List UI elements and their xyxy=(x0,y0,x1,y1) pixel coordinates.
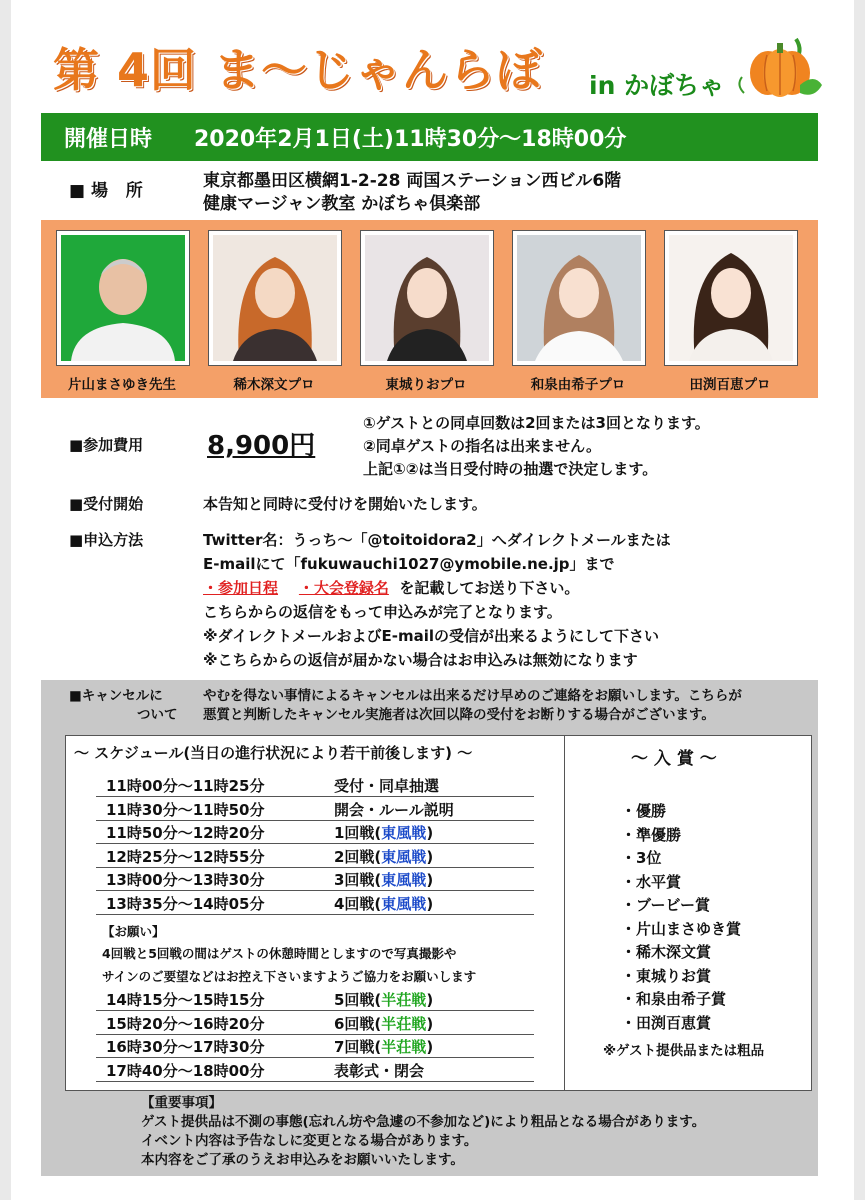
game-format: 半荘戦 xyxy=(381,991,427,1009)
award-item: ・東城りお賞 xyxy=(621,966,712,985)
schedule-event xyxy=(334,893,433,914)
apply-line-2: E-mailにて「fukuwauchi1027@ymobile.ne.jp」まで xyxy=(203,555,615,573)
schedule-time: 14時15分〜15時15分 xyxy=(106,991,265,1009)
schedule-time: 11時00分〜11時25分 xyxy=(106,777,265,795)
schedule-event xyxy=(334,775,439,796)
schedule-event-name: 開会・ルール説明 xyxy=(334,800,454,819)
schedule-row xyxy=(96,988,534,1011)
box-divider xyxy=(564,736,565,1090)
flyer-page xyxy=(11,0,854,1200)
notice-line-2: サインのご要望などはお控え下さいますようご協力をお願いします xyxy=(102,969,477,984)
schedule-event xyxy=(334,1036,433,1057)
schedule-row xyxy=(96,1059,534,1082)
guest-photo-strip xyxy=(41,220,818,398)
awards-heading: 〜 入 賞 〜 xyxy=(631,749,717,769)
schedule-row xyxy=(96,1035,534,1058)
fee-label: ■参加費用 xyxy=(69,436,144,454)
apply-line-6: ※こちらからの返信が届かない場合はお申込みは無効になります xyxy=(203,651,638,669)
required-field-date: ・参加日程 xyxy=(203,579,279,597)
apply-line-3 xyxy=(203,577,579,598)
apply-line-3-tail: を記載してお送り下さい。 xyxy=(399,579,580,597)
guest-photo-image xyxy=(213,235,337,361)
apply-line-5: ※ダイレクトメールおよびE-mailの受信が出来るようにして下さい xyxy=(203,627,660,645)
cancel-label-2: ついて xyxy=(137,707,178,723)
schedule-event-name: 7回戦( xyxy=(334,1038,382,1056)
schedule-event xyxy=(334,846,433,867)
schedule-time: 11時30分〜11時50分 xyxy=(106,800,265,819)
important-title: 【重要事項】 xyxy=(141,1095,222,1111)
date-value: 2020年2月1日(土)11時30分〜18時00分 xyxy=(194,126,627,152)
schedule-time: 17時40分〜18時00分 xyxy=(106,1061,265,1080)
game-format: 半荘戦 xyxy=(381,1038,427,1056)
game-format: 東風戦 xyxy=(381,847,427,866)
award-item: ・稀木深文賞 xyxy=(621,943,712,961)
schedule-event-close: ) xyxy=(426,824,434,842)
schedule-event xyxy=(334,1013,433,1034)
schedule-event-close: ) xyxy=(426,1038,434,1056)
schedule-event xyxy=(334,869,433,890)
award-item: ・片山まさゆき賞 xyxy=(621,919,742,938)
game-format: 東風戦 xyxy=(381,824,427,842)
notice-line-1: 4回戦と5回戦の間はゲストの休憩時間としますので写真撮影や xyxy=(102,946,457,961)
schedule-awards-box xyxy=(65,735,812,1091)
schedule-row xyxy=(96,798,534,821)
venue-line-2: 健康マージャン教室 かぼちゃ倶楽部 xyxy=(203,194,481,214)
schedule-event-close: ) xyxy=(426,1014,434,1033)
important-line-2: イベント内容は予告なしに変更となる場合があります。 xyxy=(141,1133,478,1149)
schedule-row xyxy=(96,868,534,891)
schedule-time: 15時20分〜16時20分 xyxy=(106,1014,265,1033)
schedule-time: 16時30分〜17時30分 xyxy=(106,1038,265,1056)
schedule-event-close: ) xyxy=(426,871,434,889)
venue-line-1: 東京都墨田区横網1-2-28 両国ステーション西ビル6階 xyxy=(203,171,622,191)
schedule-heading: 〜 スケジュール(当日の進行状況により若干前後します) 〜 xyxy=(74,744,473,762)
schedule-row xyxy=(96,1012,534,1035)
guest-photo-image xyxy=(365,235,489,361)
schedule-event xyxy=(334,1060,424,1081)
game-format: 東風戦 xyxy=(381,871,427,889)
award-item: ・3位 xyxy=(621,849,662,867)
schedule-row xyxy=(96,845,534,868)
fee-note-3: 上記①②は当日受付時の抽選で決定します。 xyxy=(363,460,658,478)
schedule-event-name: 5回戦( xyxy=(334,991,382,1009)
fee-amount: 8,900円 xyxy=(207,431,316,461)
date-bar xyxy=(41,113,818,161)
award-item: ・水平賞 xyxy=(621,872,682,891)
schedule-event-name: 3回戦( xyxy=(334,871,382,889)
reception-label: ■受付開始 xyxy=(69,495,144,513)
guest-name: 和泉由希子プロ xyxy=(530,377,626,393)
guest-name: 東城りおプロ xyxy=(385,377,467,393)
cancel-label-1: ■キャンセルに xyxy=(69,688,163,704)
schedule-time: 13時35分〜14時05分 xyxy=(106,894,265,913)
venue-address xyxy=(203,170,621,216)
guest-photo xyxy=(208,230,342,366)
fee-note-1: ①ゲストとの同卓回数は2回または3回となります。 xyxy=(363,414,710,432)
schedule-event xyxy=(334,989,433,1010)
event-title: 第 4回 ま〜じゃんらぼ xyxy=(53,43,544,97)
guest-photo xyxy=(360,230,494,366)
schedule-row xyxy=(96,774,534,797)
schedule-row xyxy=(96,821,534,844)
schedule-event-close: ) xyxy=(426,991,434,1009)
award-item: ・優勝 xyxy=(621,802,667,820)
schedule-event xyxy=(334,799,454,820)
schedule-event-name: 表彰式・閉会 xyxy=(334,1061,425,1080)
schedule-time: 13時00分〜13時30分 xyxy=(106,871,265,889)
schedule-event-close: ) xyxy=(426,847,434,866)
award-item: ・和泉由希子賞 xyxy=(621,990,727,1008)
guest-photo xyxy=(512,230,646,366)
schedule-event-name: 2回戦( xyxy=(334,847,382,866)
schedule-event-name: 1回戦( xyxy=(334,824,382,842)
venue-subtitle: in かぼちゃ xyxy=(589,71,725,100)
game-format: 半荘戦 xyxy=(381,1014,427,1033)
cancel-line-1: やむを得ない事情によるキャンセルは出来るだけ早めのご連絡をお願いします。こちらが xyxy=(203,688,742,704)
guest-photo xyxy=(664,230,798,366)
schedule-event-close: ) xyxy=(426,894,434,913)
date-label: 開催日時 xyxy=(64,126,153,152)
important-line-1: ゲスト提供品は不測の事態(忘れん坊や急遽の不参加など)により粗品となる場合があります。 xyxy=(141,1114,706,1130)
apply-label: ■申込方法 xyxy=(69,531,144,549)
required-field-name: ・大会登録名 xyxy=(298,579,389,597)
game-format: 東風戦 xyxy=(381,894,427,913)
cancel-line-2: 悪質と判断したキャンセル実施者は次回以降の受付をお断りする場合がございます。 xyxy=(203,707,715,723)
guest-photo-image xyxy=(669,235,793,361)
guest-name: 稀木深文プロ xyxy=(233,377,315,393)
award-item: ・準優勝 xyxy=(621,825,682,844)
notice-title: 【お願い】 xyxy=(102,924,165,939)
fee-note-2: ②同卓ゲストの指名は出来ません。 xyxy=(363,437,602,455)
pumpkin-icon xyxy=(734,33,824,105)
award-item: ・ブービー賞 xyxy=(621,896,710,914)
schedule-event xyxy=(334,822,433,843)
important-line-3: 本内容をご了承のうえお申込みをお願いいたします。 xyxy=(141,1152,464,1168)
schedule-event-name: 受付・同卓抽選 xyxy=(334,777,440,795)
award-item: ・田渕百恵賞 xyxy=(621,1013,712,1032)
guest-photo xyxy=(56,230,190,366)
apply-line-1: Twitter名：うっち〜「@toitoidora2」へダイレクトメールまたは xyxy=(203,531,671,549)
schedule-time: 12時25分〜12時55分 xyxy=(106,847,265,866)
guest-photo-image xyxy=(517,235,641,361)
guest-name: 片山まさゆき先生 xyxy=(68,377,176,393)
guest-name: 田渕百恵プロ xyxy=(689,377,771,393)
guest-photo-image xyxy=(61,235,185,361)
venue-label: ■ 場 所 xyxy=(69,181,143,201)
awards-note: ※ゲスト提供品または粗品 xyxy=(603,1043,765,1059)
reception-text: 本告知と同時に受付けを開始いたします。 xyxy=(203,495,487,513)
apply-line-4: こちらからの返信をもって申込みが完了となります。 xyxy=(203,603,562,621)
schedule-event-name: 4回戦( xyxy=(334,894,382,913)
schedule-row xyxy=(96,892,534,915)
schedule-time: 11時50分〜12時20分 xyxy=(106,824,265,842)
schedule-event-name: 6回戦( xyxy=(334,1014,382,1033)
